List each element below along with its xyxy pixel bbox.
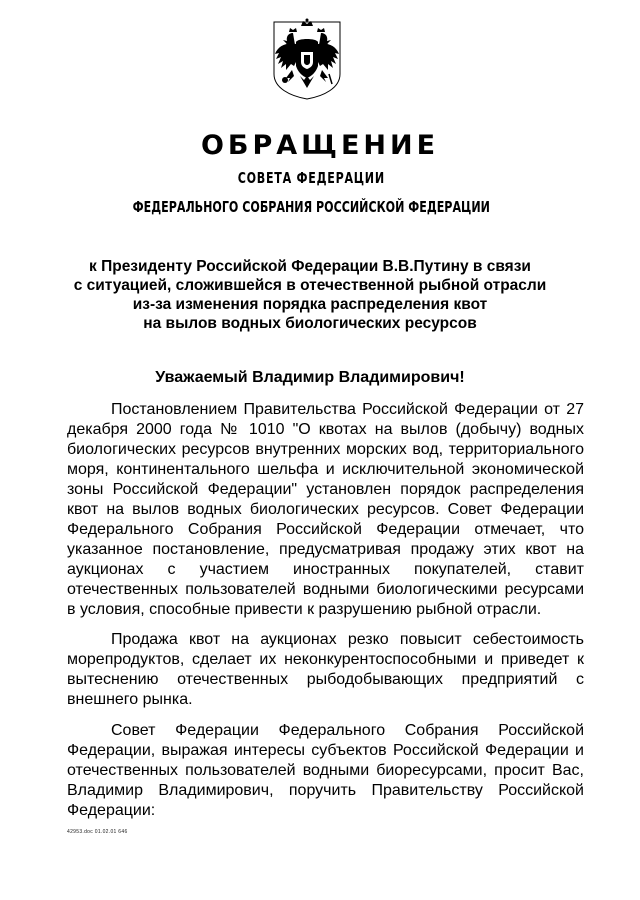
subtitle-line: на вылов водных биологических ресурсов: [143, 315, 477, 332]
body-paragraph: Продажа квот на аукционах резко повысит себестоимость морепродуктов, сделает их неконкурентоспособными и приведет к вытеснению отечественных рыбодобывающих предприятий с внешнего рынка.: [67, 631, 584, 708]
subtitle-line: с ситуацией, сложившейся в отечественной рыбной отрасли: [73, 277, 547, 294]
double-headed-eagle-emblem-icon: [272, 18, 342, 100]
document-title: ОБРАЩЕНИЕ: [200, 130, 440, 161]
subtitle-line: к Президенту Российской Федерации В.В.Путину в связи: [89, 258, 531, 275]
body-paragraph: Совет Федерации Федерального Собрания Российской Федерации, выражая интересы субъектов Российской Федерации и отечественных пользователей водными биоресурсами, просит Вас, Владимир Владимирович, поручить Правительству Российской Федерации:: [67, 722, 584, 819]
document-footer-code: 42953.doc 01.02.01 646: [67, 829, 128, 835]
document-title-line2: СОВЕТА ФЕДЕРАЦИИ: [237, 169, 385, 187]
document-subtitle: [0, 257, 620, 333]
subtitle-line: из-за изменения порядка распределения квот: [132, 296, 488, 313]
body-paragraph: Постановлением Правительства Российской Федерации от 27 декабря 2000 года № 1010 "О квотах на вылов (добычу) водных биологических ресурсов внутренних морских вод, территориального моря, континентального шельфа и исключительной экономической зоны Российской Федерации" установлен порядок распределения квот на вылов водных биологических ресурсов. Совет Федерации Федерального Собрания Российской Федерации отмечает, что указанное постановление, предусматривая продажу этих квот на аукционах с участием иностранных покупателей, ставит отечественных пользователей водными биологическими ресурсами в условия, способные привести к разрушению рыбной отрасли.: [67, 401, 584, 618]
greeting: Уважаемый Владимир Владимирович!: [155, 369, 465, 386]
document-title-line3: ФЕДЕРАЛЬНОГО СОБРАНИЯ РОССИЙСКОЙ ФЕДЕРАЦИИ: [132, 198, 490, 216]
document-body: [67, 400, 584, 832]
